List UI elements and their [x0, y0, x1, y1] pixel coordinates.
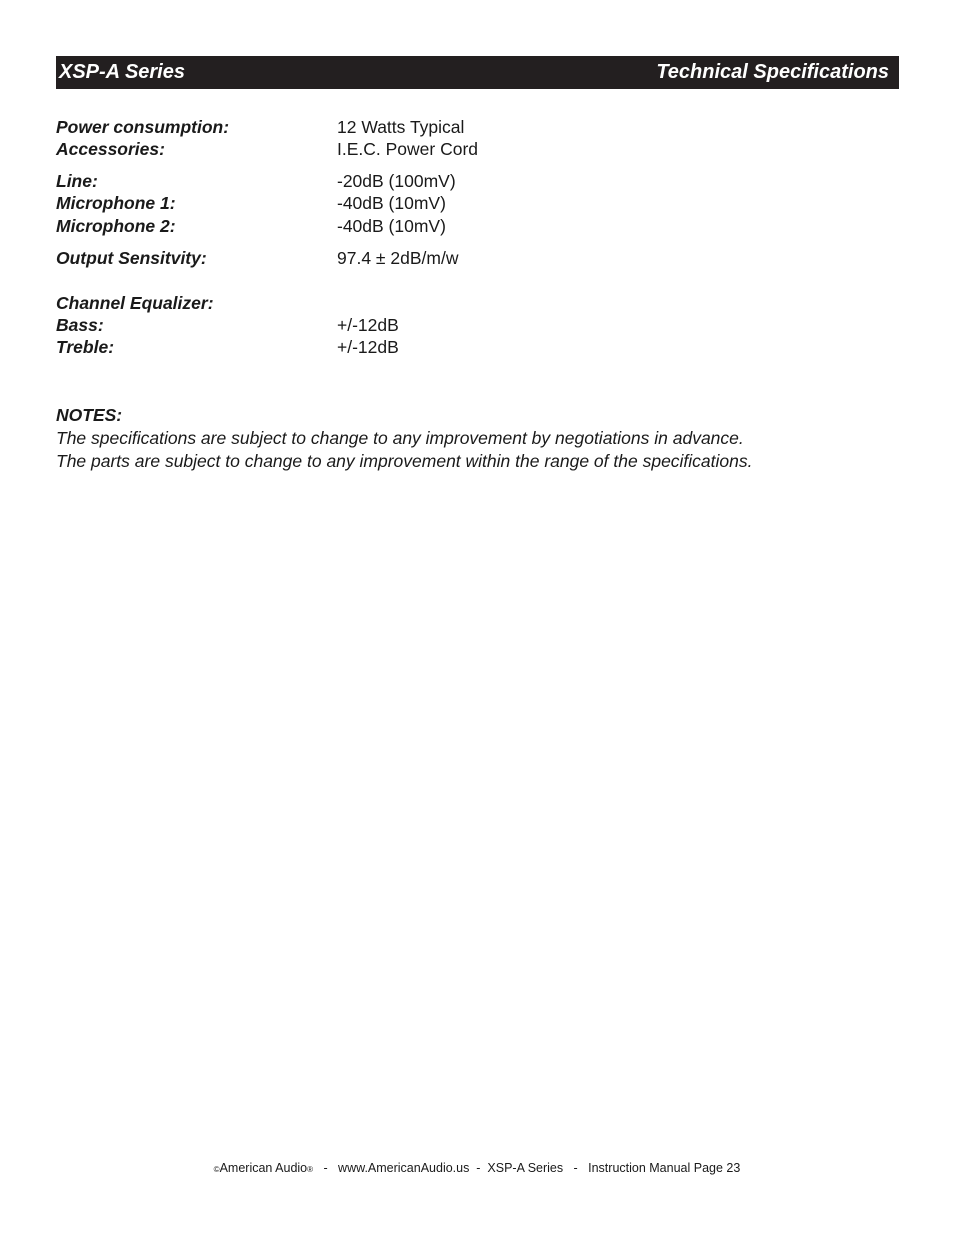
spec-label: Treble:	[56, 337, 115, 357]
notes-title: NOTES:	[56, 405, 123, 425]
spec-value: +/-12dB	[337, 315, 399, 335]
header-bar	[56, 56, 899, 89]
notes-line: The specifications are subject to change to any improvement by negotiations in advance.	[56, 428, 744, 448]
spec-label: Microphone 1:	[56, 193, 176, 213]
spec-label: Bass:	[56, 315, 104, 335]
spec-label: Line:	[56, 171, 98, 191]
page-footer	[0, 1161, 954, 1175]
spec-value: 97.4 ± 2dB/m/w	[337, 248, 459, 268]
section-title: Technical Specifications	[656, 61, 889, 83]
registered-symbol: ®	[307, 1165, 314, 1174]
spec-value: 12 Watts Typical	[337, 117, 465, 137]
spec-value: -40dB (10mV)	[337, 216, 446, 236]
spec-value: -20dB (100mV)	[337, 171, 456, 191]
notes-section	[56, 404, 753, 473]
spec-value: I.E.C. Power Cord	[337, 139, 479, 159]
spec-label: Channel Equalizer:	[56, 293, 214, 313]
copyright-symbol: ©	[213, 1165, 220, 1174]
spec-label: Accessories:	[56, 139, 165, 159]
spec-label: Output Sensitvity:	[56, 248, 207, 268]
footer-text: - www.AmericanAudio.us - XSP-A Series - Instruction Manual Page 23	[313, 1161, 741, 1175]
spec-value: +/-12dB	[337, 337, 399, 357]
footer-company: American Audio	[219, 1161, 308, 1175]
spec-value: -40dB (10mV)	[337, 193, 446, 213]
notes-line: The parts are subject to change to any improvement within the range of the specifications.	[56, 451, 753, 471]
spec-label: Microphone 2:	[56, 216, 176, 236]
spec-label: Power consumption:	[56, 117, 230, 137]
series-title: XSP-A Series	[59, 61, 185, 83]
